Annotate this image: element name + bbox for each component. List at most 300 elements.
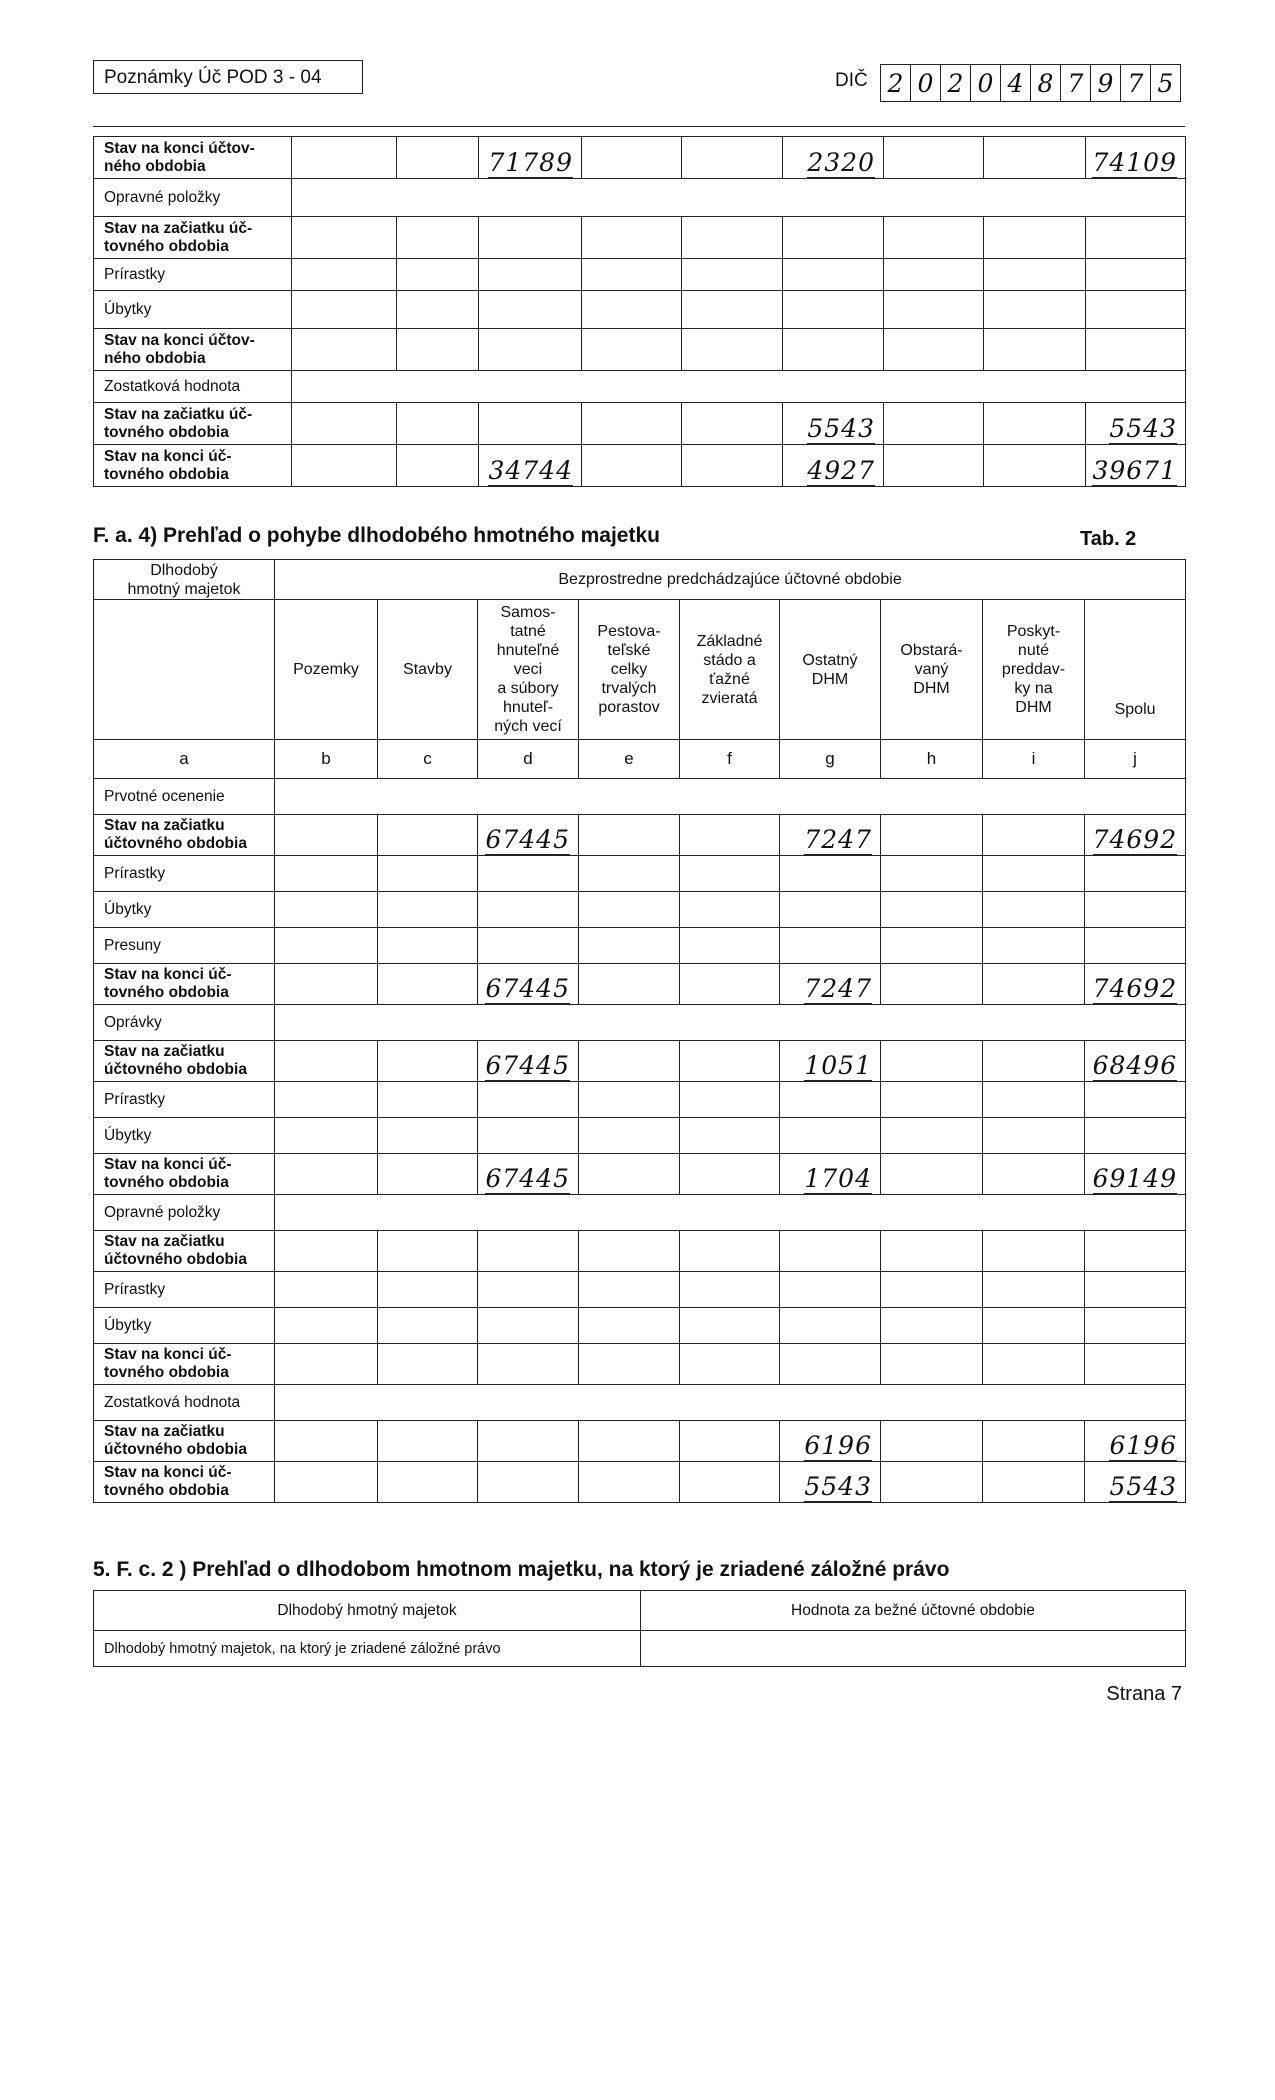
- handwritten-value: 67445: [485, 1164, 570, 1193]
- cell-e[interactable]: [579, 1308, 680, 1344]
- cell-f[interactable]: [682, 217, 783, 259]
- cell-e[interactable]: [579, 892, 680, 928]
- table-row: [94, 259, 1186, 291]
- cell-b[interactable]: [292, 217, 397, 259]
- column-header: Obstará- vaný DHM: [881, 600, 983, 740]
- handwritten-value: 6196: [804, 1431, 872, 1460]
- cell-c[interactable]: [378, 1118, 478, 1154]
- cell-f[interactable]: [680, 1421, 780, 1462]
- cell-e[interactable]: [582, 403, 682, 445]
- handwritten-value: 5543: [807, 414, 875, 443]
- table-row: [94, 964, 1186, 1005]
- handwritten-value: 1704: [804, 1164, 872, 1193]
- table-row: [94, 1041, 1186, 1082]
- cell-b[interactable]: [275, 1118, 378, 1154]
- row-label: Stav na konci úč- tovného obdobia: [94, 1154, 275, 1195]
- cell-i[interactable]: [983, 815, 1085, 856]
- cell-i[interactable]: [983, 1344, 1085, 1385]
- cell-j[interactable]: [1085, 1272, 1186, 1308]
- cell-i[interactable]: [984, 259, 1086, 291]
- table-row: [94, 1344, 1186, 1385]
- row-label: Opravné položky: [94, 179, 292, 217]
- cell-c[interactable]: [378, 1421, 478, 1462]
- cell-g[interactable]: [783, 137, 884, 179]
- cell-g[interactable]: [780, 1231, 881, 1272]
- cell-d[interactable]: [479, 137, 582, 179]
- row-label: Opravné položky: [94, 1195, 275, 1231]
- cell-g[interactable]: [780, 815, 881, 856]
- column-letter: f: [680, 740, 780, 779]
- handwritten-value: 74109: [1092, 148, 1177, 177]
- table-row: [94, 1082, 1186, 1118]
- cell-d[interactable]: [478, 1041, 579, 1082]
- row-label: Stav na konci úč- tovného obdobia: [94, 1462, 275, 1503]
- cell-g[interactable]: [780, 1154, 881, 1195]
- column-letter: c: [378, 740, 478, 779]
- table-row: [94, 217, 1186, 259]
- handwritten-value: 5543: [1109, 1472, 1178, 1501]
- cell-j[interactable]: [1085, 928, 1186, 964]
- cell-i[interactable]: [983, 1154, 1085, 1195]
- section-row-merged: [275, 779, 1186, 815]
- row-label: Prírastky: [94, 259, 292, 291]
- cell-i[interactable]: [983, 1308, 1085, 1344]
- dhm-movement-table: [93, 559, 1186, 1503]
- cell-c[interactable]: [378, 1041, 478, 1082]
- cell-f[interactable]: [680, 815, 780, 856]
- section-row-merged: [275, 1005, 1186, 1041]
- cell-j[interactable]: [1085, 1154, 1186, 1195]
- cell-e[interactable]: [582, 291, 682, 329]
- handwritten-value: 68496: [1092, 1051, 1178, 1080]
- cell-f[interactable]: [680, 1082, 780, 1118]
- cell-f[interactable]: [680, 1344, 780, 1385]
- cell-c[interactable]: [378, 1082, 478, 1118]
- handwritten-value: 67445: [485, 1051, 570, 1080]
- cell-d[interactable]: [478, 1344, 579, 1385]
- column-header: Základné stádo a ťažné zvieratá: [680, 600, 780, 740]
- cell-c[interactable]: [378, 1344, 478, 1385]
- handwritten-value: 6196: [1109, 1431, 1178, 1460]
- dic-digit-box: 2: [880, 64, 910, 102]
- cell-h[interactable]: [881, 1308, 983, 1344]
- handwritten-value: 71789: [488, 148, 573, 177]
- cell-c[interactable]: [378, 1272, 478, 1308]
- cell-g[interactable]: [783, 291, 884, 329]
- cell-c[interactable]: [397, 403, 479, 445]
- cell-b[interactable]: [275, 964, 378, 1005]
- row-label: Stav na začiatku účtovného obdobia: [94, 815, 275, 856]
- cell-j[interactable]: [1086, 291, 1186, 329]
- table-row: [94, 1195, 1186, 1231]
- cell-b[interactable]: [275, 1421, 378, 1462]
- cell-j[interactable]: [1085, 1462, 1186, 1503]
- cell-c[interactable]: [378, 856, 478, 892]
- cell-i[interactable]: [984, 291, 1086, 329]
- cell-i[interactable]: [983, 1041, 1085, 1082]
- cell-d[interactable]: [478, 815, 579, 856]
- cell-h[interactable]: [881, 928, 983, 964]
- cell-i[interactable]: [983, 1421, 1085, 1462]
- cell-e[interactable]: [579, 928, 680, 964]
- cell-e[interactable]: [579, 1344, 680, 1385]
- cell-h[interactable]: [881, 1154, 983, 1195]
- dic-field: [880, 64, 1181, 102]
- section-c-title: 5. F. c. 2 ) Prehľad o dlhodobom hmotnom majetku, na ktorý je zriadené záložné právo: [93, 1558, 950, 1581]
- cell-h[interactable]: [881, 1344, 983, 1385]
- cell-b[interactable]: [292, 445, 397, 487]
- cell-g[interactable]: [780, 928, 881, 964]
- cell-e[interactable]: [579, 1272, 680, 1308]
- table-row: [94, 1462, 1186, 1503]
- cell-j[interactable]: [1086, 445, 1186, 487]
- handwritten-value: 39671: [1092, 456, 1177, 485]
- cell-d[interactable]: [478, 1154, 579, 1195]
- cell-e[interactable]: [579, 815, 680, 856]
- table-row: [94, 856, 1186, 892]
- cell-d[interactable]: [478, 856, 579, 892]
- dic-digit-box: 4: [1000, 64, 1030, 102]
- corner-blank: [94, 600, 275, 740]
- handwritten-value: 34744: [488, 456, 573, 485]
- cell-h[interactable]: [881, 1462, 983, 1503]
- cell-b[interactable]: [275, 1231, 378, 1272]
- cell-f[interactable]: [680, 1154, 780, 1195]
- cell-f[interactable]: [682, 403, 783, 445]
- table-row: [94, 1231, 1186, 1272]
- cell-h[interactable]: [884, 329, 984, 371]
- cell-d[interactable]: [478, 928, 579, 964]
- table-row: [94, 1154, 1186, 1195]
- cell-e[interactable]: [579, 1231, 680, 1272]
- row-label: Zostatková hodnota: [94, 371, 292, 403]
- cell-g[interactable]: [783, 403, 884, 445]
- cell-f[interactable]: [682, 137, 783, 179]
- cell-c[interactable]: [378, 1154, 478, 1195]
- cell-g[interactable]: [780, 1082, 881, 1118]
- cell-f[interactable]: [680, 856, 780, 892]
- cell-e[interactable]: [582, 259, 682, 291]
- table-row: [94, 779, 1186, 815]
- cell-g[interactable]: [783, 329, 884, 371]
- cell-h[interactable]: [881, 892, 983, 928]
- cell-b[interactable]: [275, 928, 378, 964]
- handwritten-value: 4927: [807, 456, 875, 485]
- table-row: [94, 815, 1186, 856]
- cell-j[interactable]: [1085, 1421, 1186, 1462]
- row-label: Úbytky: [94, 1308, 275, 1344]
- row-label: Prírastky: [94, 856, 275, 892]
- cell-g[interactable]: [783, 445, 884, 487]
- handwritten-value: 74692: [1092, 825, 1178, 854]
- cell-i[interactable]: [983, 1272, 1085, 1308]
- cell-h[interactable]: [884, 259, 984, 291]
- table-row: [94, 371, 1186, 403]
- cell-f[interactable]: [680, 1462, 780, 1503]
- cell-i[interactable]: [983, 1231, 1085, 1272]
- cell-e[interactable]: [582, 137, 682, 179]
- cell-b[interactable]: [275, 892, 378, 928]
- row-label: Stav na konci úč- tovného obdobia: [94, 1344, 275, 1385]
- cell-i[interactable]: [983, 1082, 1085, 1118]
- row-label: Stav na začiatku účtovného obdobia: [94, 1421, 275, 1462]
- cell-c[interactable]: [378, 815, 478, 856]
- cell-b[interactable]: [292, 329, 397, 371]
- table-row: [94, 1385, 1186, 1421]
- cell-b[interactable]: [275, 1041, 378, 1082]
- row-label: Stav na začiatku úč- tovného obdobia: [94, 403, 292, 445]
- cell-j[interactable]: [1085, 964, 1186, 1005]
- row-label: Úbytky: [94, 892, 275, 928]
- cell-e[interactable]: [579, 1462, 680, 1503]
- cell-g[interactable]: [780, 892, 881, 928]
- cell-c[interactable]: [397, 445, 479, 487]
- cell-b[interactable]: [275, 1154, 378, 1195]
- pledged-col-asset-header: Dlhodobý hmotný majetok: [94, 1591, 641, 1631]
- cell-j[interactable]: [1085, 1231, 1186, 1272]
- cell-j[interactable]: [1086, 403, 1186, 445]
- cell-c[interactable]: [378, 1308, 478, 1344]
- cell-e[interactable]: [582, 217, 682, 259]
- cell-d[interactable]: [479, 291, 582, 329]
- cell-g[interactable]: [780, 1421, 881, 1462]
- cell-e[interactable]: [579, 964, 680, 1005]
- cell-j[interactable]: [1085, 1082, 1186, 1118]
- cell-g[interactable]: [780, 1041, 881, 1082]
- cell-e[interactable]: [579, 1082, 680, 1118]
- cell-b[interactable]: [275, 815, 378, 856]
- column-letter: b: [275, 740, 378, 779]
- cell-f[interactable]: [680, 1272, 780, 1308]
- cell-i[interactable]: [983, 892, 1085, 928]
- row-label: Úbytky: [94, 291, 292, 329]
- cell-e[interactable]: [579, 1421, 680, 1462]
- cell-b[interactable]: [292, 291, 397, 329]
- cell-i[interactable]: [983, 856, 1085, 892]
- row-label: Prvotné ocenenie: [94, 779, 275, 815]
- cell-b[interactable]: [292, 403, 397, 445]
- cell-h[interactable]: [881, 815, 983, 856]
- cell-d[interactable]: [478, 1421, 579, 1462]
- form-id-label: Poznámky Úč POD 3 - 04: [93, 60, 363, 94]
- cell-d[interactable]: [478, 1272, 579, 1308]
- column-header: Spolu: [1085, 600, 1186, 740]
- cell-f[interactable]: [682, 445, 783, 487]
- cell-i[interactable]: [984, 329, 1086, 371]
- cell-e[interactable]: [579, 1118, 680, 1154]
- cell-c[interactable]: [378, 964, 478, 1005]
- cell-f[interactable]: [680, 1308, 780, 1344]
- column-header: Pozemky: [275, 600, 378, 740]
- cell-c[interactable]: [397, 329, 479, 371]
- cell-c[interactable]: [378, 1231, 478, 1272]
- table-row: [94, 403, 1186, 445]
- cell-b[interactable]: [275, 856, 378, 892]
- cell-j[interactable]: [1085, 856, 1186, 892]
- handwritten-value: 74692: [1092, 974, 1178, 1003]
- cell-d[interactable]: [479, 403, 582, 445]
- column-header: Ostatný DHM: [780, 600, 881, 740]
- cell-b[interactable]: [275, 1272, 378, 1308]
- column-letter: j: [1085, 740, 1186, 779]
- cell-f[interactable]: [680, 1041, 780, 1082]
- cell-g[interactable]: [780, 1308, 881, 1344]
- handwritten-value: 69149: [1092, 1164, 1178, 1193]
- cell-j[interactable]: [1086, 137, 1186, 179]
- row-label: Stav na konci úč- tovného obdobia: [94, 964, 275, 1005]
- handwritten-value: 2320: [807, 148, 875, 177]
- cell-d[interactable]: [478, 1308, 579, 1344]
- cell-b[interactable]: [292, 259, 397, 291]
- cell-d[interactable]: [478, 1231, 579, 1272]
- cell-d[interactable]: [479, 259, 582, 291]
- cell-c[interactable]: [378, 1462, 478, 1503]
- cell-h[interactable]: [881, 964, 983, 1005]
- cell-h[interactable]: [884, 445, 984, 487]
- cell-i[interactable]: [983, 964, 1085, 1005]
- cell-g[interactable]: [780, 1272, 881, 1308]
- cell-g[interactable]: [780, 856, 881, 892]
- cell-d[interactable]: [478, 1082, 579, 1118]
- cell-g[interactable]: [783, 217, 884, 259]
- cell-f[interactable]: [682, 259, 783, 291]
- cell-d[interactable]: [478, 1118, 579, 1154]
- cell-h[interactable]: [881, 1082, 983, 1118]
- cell-g[interactable]: [780, 1462, 881, 1503]
- cell-i[interactable]: [983, 928, 1085, 964]
- cell-h[interactable]: [884, 403, 984, 445]
- column-header: Samos- tatné hnuteľné veci a súbory hnuteľ- ných vecí: [478, 600, 579, 740]
- cell-c[interactable]: [397, 137, 479, 179]
- section-f-title: F. a. 4) Prehľad o pohybe dlhodobého hmotného majetku: [93, 524, 660, 547]
- cell-f[interactable]: [682, 329, 783, 371]
- cell-j[interactable]: [1085, 1041, 1186, 1082]
- cell-i[interactable]: [984, 217, 1086, 259]
- table-row: [94, 179, 1186, 217]
- cell-h[interactable]: [881, 1272, 983, 1308]
- cell-j[interactable]: [1086, 217, 1186, 259]
- cell-d[interactable]: [478, 964, 579, 1005]
- cell-j[interactable]: [1086, 329, 1186, 371]
- cell-d[interactable]: [479, 217, 582, 259]
- cell-g[interactable]: [783, 259, 884, 291]
- dic-digit-box: 8: [1030, 64, 1060, 102]
- cell-e[interactable]: [582, 329, 682, 371]
- cell-h[interactable]: [884, 137, 984, 179]
- cell-b[interactable]: [275, 1344, 378, 1385]
- cell-e[interactable]: [579, 856, 680, 892]
- top-continuation-table: [93, 136, 1186, 487]
- dic-label: DIČ: [835, 70, 868, 91]
- column-letter: h: [881, 740, 983, 779]
- cell-i[interactable]: [984, 403, 1086, 445]
- dic-digit-box: 5: [1150, 64, 1181, 102]
- corner-header: Dlhodobý hmotný majetok: [94, 560, 275, 600]
- cell-g[interactable]: [780, 964, 881, 1005]
- cell-h[interactable]: [884, 217, 984, 259]
- row-label: Prírastky: [94, 1272, 275, 1308]
- table-row: [94, 892, 1186, 928]
- row-label: Stav na konci účtov- ného obdobia: [94, 329, 292, 371]
- page-number: Strana 7: [1106, 1683, 1182, 1705]
- dic-digit-box: 0: [910, 64, 940, 102]
- cell-f[interactable]: [680, 928, 780, 964]
- cell-i[interactable]: [983, 1118, 1085, 1154]
- table-row: [94, 1118, 1186, 1154]
- header-divider: [93, 126, 1185, 127]
- cell-h[interactable]: [884, 291, 984, 329]
- cell-b[interactable]: [275, 1082, 378, 1118]
- cell-e[interactable]: [579, 1154, 680, 1195]
- cell-i[interactable]: [984, 445, 1086, 487]
- dic-digit-box: 0: [970, 64, 1000, 102]
- cell-j[interactable]: [1086, 259, 1186, 291]
- cell-i[interactable]: [983, 1462, 1085, 1503]
- cell-j[interactable]: [1085, 1308, 1186, 1344]
- cell-c[interactable]: [378, 892, 478, 928]
- cell-c[interactable]: [378, 928, 478, 964]
- cell-f[interactable]: [680, 1231, 780, 1272]
- cell-j[interactable]: [1085, 815, 1186, 856]
- cell-f[interactable]: [680, 964, 780, 1005]
- handwritten-value: 5543: [1109, 414, 1177, 443]
- row-label: Prírastky: [94, 1082, 275, 1118]
- column-letter: a: [94, 740, 275, 779]
- cell-b[interactable]: [275, 1308, 378, 1344]
- handwritten-value: 67445: [485, 825, 570, 854]
- cell-h[interactable]: [881, 856, 983, 892]
- cell-g[interactable]: [780, 1118, 881, 1154]
- column-letter: e: [579, 740, 680, 779]
- pledged-row-label: Dlhodobý hmotný majetok, na ktorý je zriadené záložné právo: [94, 1631, 641, 1667]
- section-row-merged: [275, 1385, 1186, 1421]
- cell-b[interactable]: [275, 1462, 378, 1503]
- cell-j[interactable]: [1085, 1118, 1186, 1154]
- row-label: Úbytky: [94, 1118, 275, 1154]
- cell-e[interactable]: [582, 445, 682, 487]
- cell-c[interactable]: [397, 291, 479, 329]
- handwritten-value: 1051: [804, 1051, 872, 1080]
- row-label: Presuny: [94, 928, 275, 964]
- table-row: [94, 329, 1186, 371]
- cell-h[interactable]: [881, 1421, 983, 1462]
- dic-digit-box: 2: [940, 64, 970, 102]
- cell-j[interactable]: [1085, 1344, 1186, 1385]
- cell-d[interactable]: [479, 329, 582, 371]
- cell-c[interactable]: [397, 217, 479, 259]
- pledged-row-value[interactable]: [641, 1631, 1186, 1667]
- cell-c[interactable]: [397, 259, 479, 291]
- cell-j[interactable]: [1085, 892, 1186, 928]
- cell-f[interactable]: [682, 291, 783, 329]
- cell-e[interactable]: [579, 1041, 680, 1082]
- cell-d[interactable]: [478, 1462, 579, 1503]
- cell-h[interactable]: [881, 1118, 983, 1154]
- cell-h[interactable]: [881, 1041, 983, 1082]
- cell-h[interactable]: [881, 1231, 983, 1272]
- cell-f[interactable]: [680, 1118, 780, 1154]
- cell-i[interactable]: [984, 137, 1086, 179]
- cell-d[interactable]: [478, 892, 579, 928]
- cell-g[interactable]: [780, 1344, 881, 1385]
- cell-d[interactable]: [479, 445, 582, 487]
- handwritten-value: 67445: [485, 974, 570, 1003]
- table-row: [94, 1308, 1186, 1344]
- dic-digit-box: 7: [1060, 64, 1090, 102]
- cell-b[interactable]: [292, 137, 397, 179]
- cell-f[interactable]: [680, 892, 780, 928]
- handwritten-value: 5543: [804, 1472, 872, 1501]
